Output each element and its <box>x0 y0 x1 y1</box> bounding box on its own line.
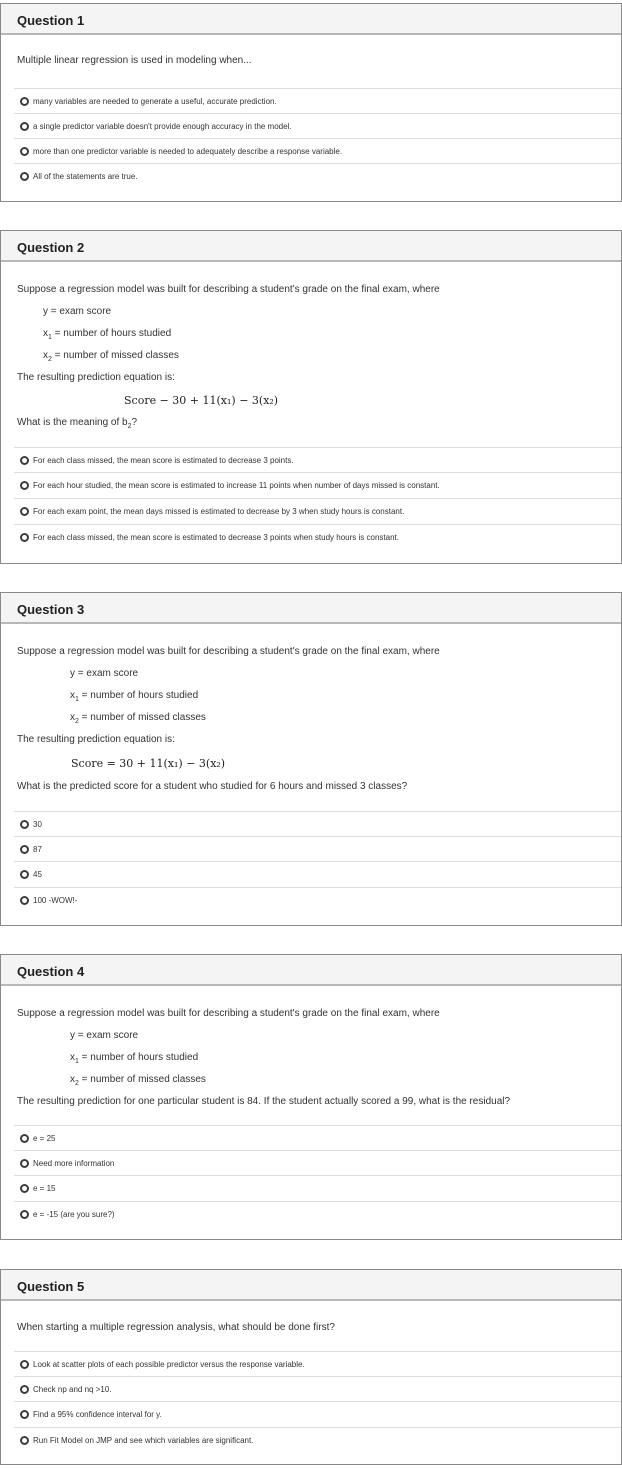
radio-icon[interactable] <box>20 1410 29 1419</box>
answer-option[interactable] <box>14 472 621 498</box>
answer-option[interactable] <box>14 1401 621 1427</box>
radio-icon[interactable] <box>20 820 29 829</box>
answer-label: Need more information <box>33 1159 115 1168</box>
answer-option[interactable] <box>14 1201 621 1227</box>
question-text: What is the meaning of $b_2$? <box>17 417 138 430</box>
radio-icon[interactable] <box>20 1159 29 1168</box>
radio-icon[interactable] <box>20 1210 29 1219</box>
answer-option[interactable] <box>14 811 621 837</box>
answer-option[interactable] <box>14 1150 621 1176</box>
answer-label: Look at scatter plots of each possible predictor versus the response variable. <box>33 1360 305 1369</box>
answer-option[interactable] <box>14 498 621 524</box>
answer-option[interactable] <box>14 1376 621 1402</box>
variable-x2-definition: $x_2$ = number of missed classes <box>70 712 206 725</box>
prediction-equation: Score = 30 + 11(x₁) − 3(x₂) <box>71 757 226 770</box>
question-2 <box>0 230 622 564</box>
prediction-equation: Score − 30 + 11(x₁) − 3(x₂) <box>124 394 279 407</box>
radio-icon[interactable] <box>20 1184 29 1193</box>
question-prompt: Multiple linear regression is used in modeling when... <box>17 55 252 66</box>
radio-icon[interactable] <box>20 122 29 131</box>
answer-label: For each hour studied, the mean score is estimated to increase 11 points when number of days missed is constant. <box>33 481 440 490</box>
answer-option[interactable] <box>14 836 621 862</box>
radio-icon[interactable] <box>20 870 29 879</box>
question-1 <box>0 3 622 202</box>
answer-option[interactable] <box>14 524 621 550</box>
radio-icon[interactable] <box>20 147 29 156</box>
radio-icon[interactable] <box>20 1134 29 1143</box>
variable-y-definition: y = exam score <box>70 1030 139 1041</box>
question-intro: Suppose a regression model was built for describing a student's grade on the final exam, where <box>17 646 440 657</box>
radio-icon[interactable] <box>20 507 29 516</box>
answer-label: For each class missed, the mean score is estimated to decrease 3 points when study hours is constant. <box>33 533 399 542</box>
variable-x2-definition: $x_2$ = number of missed classes <box>43 350 179 363</box>
answer-option[interactable] <box>14 887 621 913</box>
answer-label: Run Fit Model on JMP and see which variables are significant. <box>33 1436 254 1445</box>
answer-option[interactable] <box>14 1175 621 1201</box>
radio-icon[interactable] <box>20 456 29 465</box>
question-3 <box>0 592 622 926</box>
answer-label: many variables are needed to generate a useful, accurate prediction. <box>33 97 277 106</box>
question-title: Question 5 <box>1 1270 621 1301</box>
question-4 <box>0 954 622 1240</box>
radio-icon[interactable] <box>20 1360 29 1369</box>
question-text: The resulting prediction for one particular student is 84. If the student actually scored a 99, what is the residual? <box>17 1096 511 1107</box>
variable-y-definition: y = exam score <box>70 668 139 679</box>
answer-label: e = 15 <box>33 1184 56 1193</box>
question-title: Question 2 <box>1 231 621 262</box>
answer-label: a single predictor variable doesn't provide enough accuracy in the model. <box>33 122 292 131</box>
variable-x1-definition: $x_1$ = number of hours studied <box>70 690 199 703</box>
radio-icon[interactable] <box>20 845 29 854</box>
variable-y-definition: y = exam score <box>43 306 112 317</box>
variable-x2-definition: $x_2$ = number of missed classes <box>70 1074 206 1087</box>
radio-icon[interactable] <box>20 896 29 905</box>
variable-x1-definition: $x_1$ = number of hours studied <box>70 1052 199 1065</box>
radio-icon[interactable] <box>20 172 29 181</box>
variable-x1-definition: $x_1$ = number of hours studied <box>43 328 172 341</box>
answer-option[interactable] <box>14 447 621 473</box>
answer-label: e = -15 (are you sure?) <box>33 1210 115 1219</box>
answer-option[interactable] <box>14 163 621 189</box>
answer-option[interactable] <box>14 861 621 887</box>
radio-icon[interactable] <box>20 481 29 490</box>
equation-intro: The resulting prediction equation is: <box>17 372 175 383</box>
answer-option[interactable] <box>14 113 621 139</box>
answer-label: Check np and nq >10. <box>33 1385 112 1394</box>
question-title: Question 4 <box>1 955 621 986</box>
answer-option[interactable] <box>14 88 621 114</box>
answer-label: For each exam point, the mean days missed is estimated to decrease by 3 when study hours is constant. <box>33 507 405 516</box>
question-5 <box>0 1269 622 1465</box>
equation-intro: The resulting prediction equation is: <box>17 734 175 745</box>
answer-label: 45 <box>33 870 42 879</box>
question-text: What is the predicted score for a student who studied for 6 hours and missed 3 classes? <box>17 781 408 792</box>
question-intro: Suppose a regression model was built for describing a student's grade on the final exam, where <box>17 1008 440 1019</box>
answer-option[interactable] <box>14 1351 621 1377</box>
radio-icon[interactable] <box>20 1436 29 1445</box>
question-intro: Suppose a regression model was built for describing a student's grade on the final exam, where <box>17 284 440 295</box>
answer-label: All of the statements are true. <box>33 172 138 181</box>
answer-label: 100 -WOW!- <box>33 896 78 905</box>
radio-icon[interactable] <box>20 1385 29 1394</box>
answer-label: 30 <box>33 820 42 829</box>
question-prompt: When starting a multiple regression analysis, what should be done first? <box>17 1322 335 1333</box>
answer-label: 87 <box>33 845 42 854</box>
answer-label: Find a 95% confidence interval for y. <box>33 1410 162 1419</box>
question-title: Question 1 <box>1 4 621 35</box>
answer-label: e = 25 <box>33 1134 56 1143</box>
question-title: Question 3 <box>1 593 621 624</box>
radio-icon[interactable] <box>20 97 29 106</box>
answer-label: For each class missed, the mean score is estimated to decrease 3 points. <box>33 456 294 465</box>
answer-option[interactable] <box>14 138 621 164</box>
answer-label: more than one predictor variable is needed to adequately describe a response variable. <box>33 147 343 156</box>
answer-option[interactable] <box>14 1427 621 1453</box>
answer-option[interactable] <box>14 1125 621 1151</box>
radio-icon[interactable] <box>20 533 29 542</box>
